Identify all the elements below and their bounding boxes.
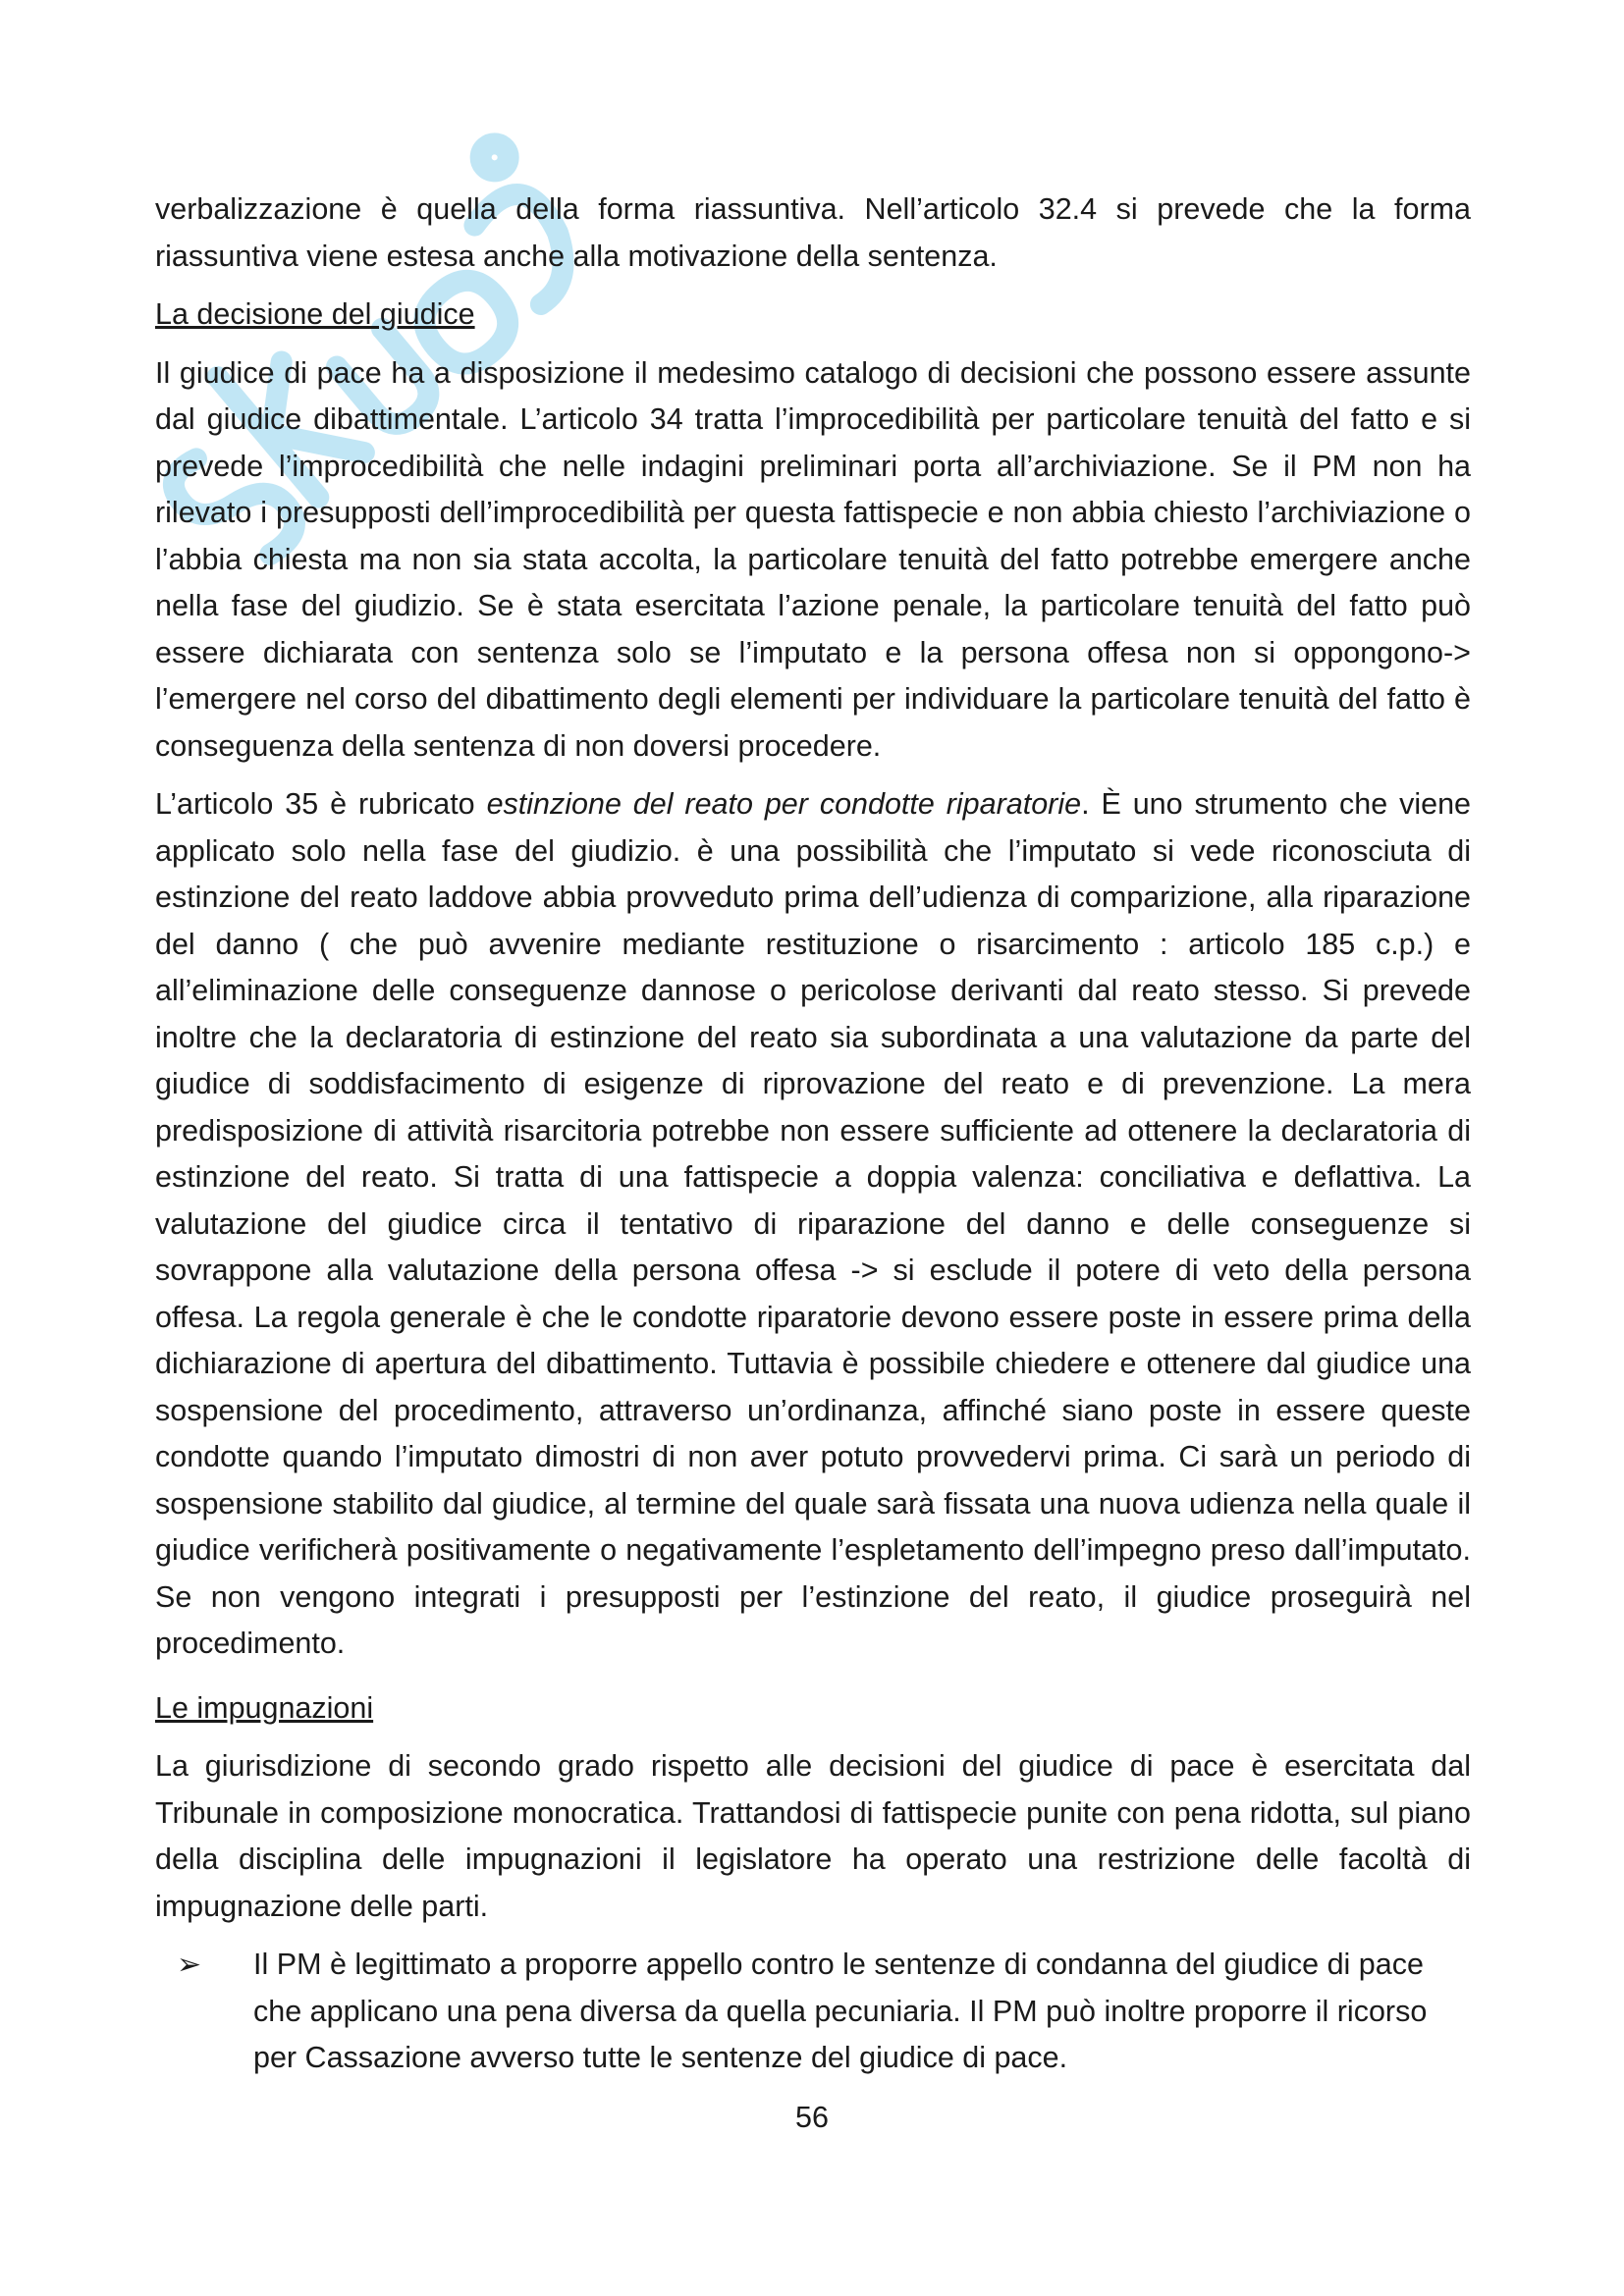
paragraph-articolo-35	[155, 781, 1471, 1668]
paragraph-articolo-35-body: . È uno strumento che viene applicato solo nella fase del giudizio. è una possibilità che l’imputato si vede riconosciuta di estinzione del reato laddove abbia provveduto prima dell’udienza di comparizione, alla riparazione del danno ( che può avvenire mediante restituzione o risarcimento : articolo 185 c.p.) e all’eliminazione delle conseguenze dannose o pericolose derivanti dal reato stesso. Si prevede inoltre che la declaratoria di estinzione del reato sia subordinata a una valutazione da parte del giudice di soddisfacimento di esigenze di riprovazione del reato e di prevenzione. La mera predisposizione di attività risarcitoria potrebbe non essere sufficiente ad ottenere la declaratoria di estinzione del reato. Si tratta di una fattispecie a doppia valenza: conciliativa e deflattiva. La valutazione del giudice circa il tentativo di riparazione del danno e delle conseguenze si sovrappone alla valutazione della persona offesa -> si esclude il potere di veto della persona offesa. La regola generale è che le condotte riparatorie devono essere poste in essere prima della dichiarazione di apertura del dibattimento. Tuttavia è possibile chiedere e ottenere dal giudice una sospensione del procedimento, attraverso un’ordinanza, affinché siano poste in essere queste condotte quando l’imputato dimostri di non aver potuto provvedervi prima. Ci sarà un periodo di sospensione stabilito dal giudice, al termine del quale sarà fissata una nuova udienza nella quale il giudice verificherà positivamente o negativamente l’espletamento dell’impegno preso dall’imputato. Se non vengono integrati i presupposti per l’estinzione del reato, il giudice proseguirà nel procedimento.	[155, 787, 1471, 1660]
bullet-list	[155, 1942, 1471, 2082]
arrowhead-bullet-icon: ➢	[177, 1949, 202, 1981]
page-number: 56	[795, 2101, 829, 2134]
bullet-text: Il PM è legittimato a proporre appello contro le sentenze di condanna del giudice di pace che applicano una pena diversa da quella pecuniaria. Il PM può inoltre proporre il ricorso per Cassazione avverso tutte le sentenze del giudice di pace.	[253, 1948, 1428, 2074]
section-heading-impugnazioni: Le impugnazioni	[155, 1690, 374, 1725]
bullet-item	[155, 1942, 1471, 2082]
paragraph-articolo-35-title: estinzione del reato per condotte riparatorie	[486, 787, 1082, 821]
section-heading-decisione: La decisione del giudice	[155, 297, 475, 331]
paragraph-impugnazioni: La giurisdizione di secondo grado rispetto alle decisioni del giudice di pace è esercitata dal Tribunale in composizione monocratica. Trattandosi di fattispecie punite con pena ridotta, sul piano della disciplina delle impugnazioni il legislatore ha operato una restrizione delle facoltà di impugnazione delle parti.	[155, 1749, 1471, 1923]
paragraph-verbalizzazione: verbalizzazione è quella della forma riassuntiva. Nell’articolo 32.4 si prevede che la forma riassuntiva viene estesa anche alla motivazione della sentenza.	[155, 192, 1471, 273]
paragraph-decisione: Il giudice di pace ha a disposizione il medesimo catalogo di decisioni che possono essere assunte dal giudice dibattimentale. L’articolo 34 tratta l’improcedibilità per particolare tenuità del fatto e si prevede l’improcedibilità che nelle indagini preliminari porta all’archiviazione. Se il PM non ha rilevato i presupposti dell’improcedibilità per questa fattispecie e non abbia chiesto l’archiviazione o l’abbia chiesta ma non sia stata accolta, la particolare tenuità del fatto potrebbe emergere anche nella fase del giudizio. Se è stata esercitata l’azione penale, la particolare tenuità del fatto può essere dichiarata con sentenza solo se l’imputato e la persona offesa non si oppongono-> l’emergere nel corso del dibattimento degli elementi per individuare la particolare tenuità del fatto è conseguenza della sentenza di non doversi procedere.	[155, 355, 1471, 763]
paragraph-articolo-35-lead: L’articolo 35 è rubricato	[155, 787, 487, 821]
document-page	[155, 187, 1471, 2082]
